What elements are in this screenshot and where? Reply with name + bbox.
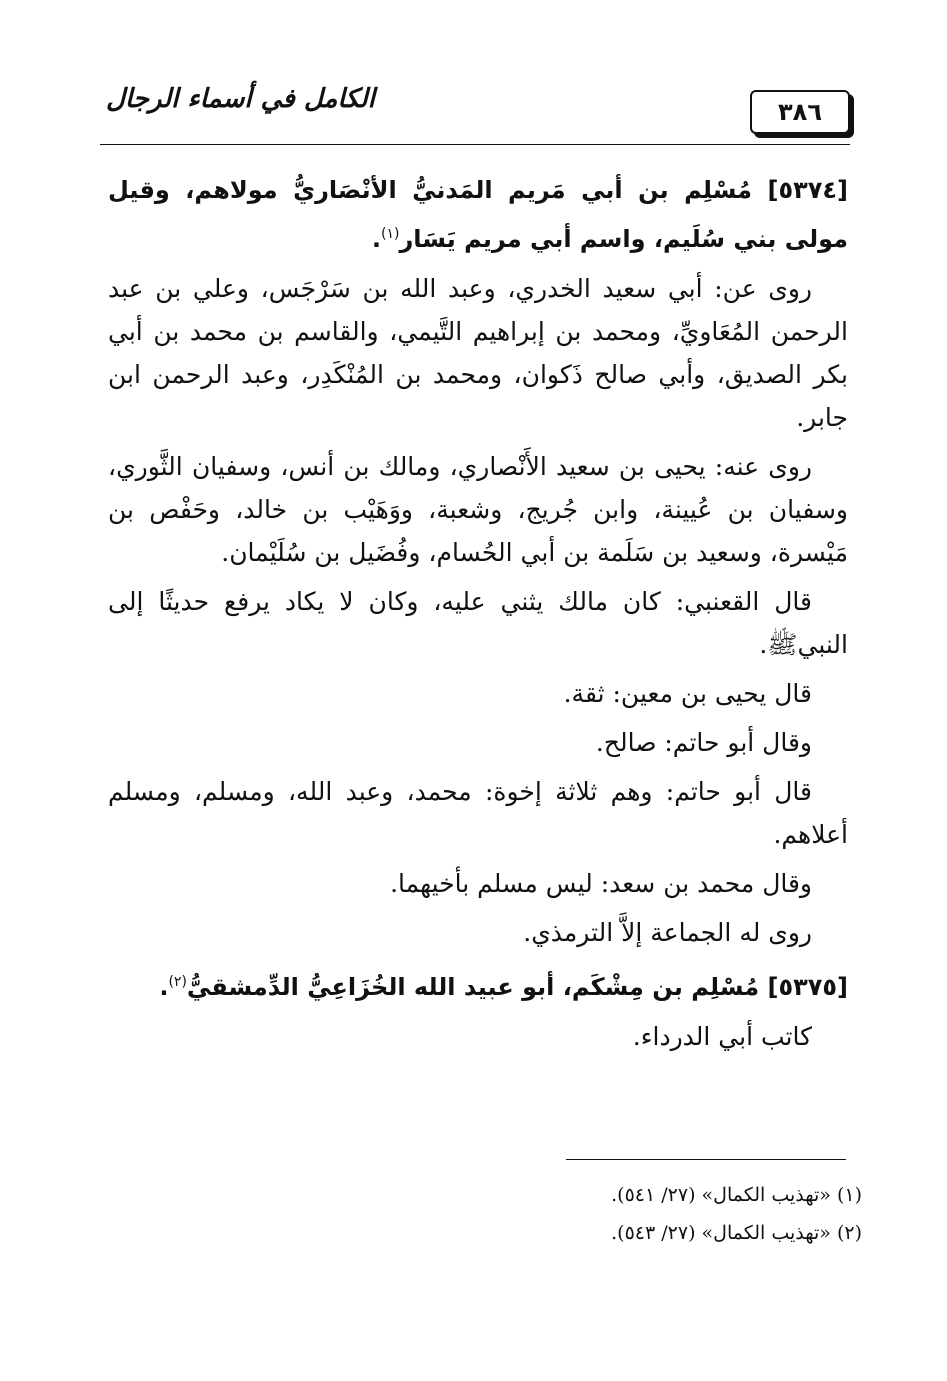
book-title: الكامل في أسماء الرجال	[106, 84, 375, 114]
footnote-ref: (١)	[380, 226, 400, 242]
entry-heading-line1: مُسْلِم بن أبي مَريم المَدنيُّ الأنْصَاريُّ مولاهم، وقيل مولى بني	[108, 176, 848, 253]
narrated-from: روى عن: أبي سعيد الخدري، وعبد الله بن سَرْجَس، وعلي بن عبد الرحمن المُعَاويِّ، ومحمد بن إبراهيم التَّيمي، والقاسم بن محمد بن أبي بكر الصديق، وأبي صالح ذَكوان، ومحمد بن المُنْكَدِر، وعبد الرحمن ابن جابر.	[108, 274, 848, 432]
header-divider	[100, 144, 850, 145]
ibn-maeen-statement: قال يحيى بن معين: ثقة.	[563, 679, 812, 708]
ibn-saad-statement: وقال محمد بن سعد: ليس مسلم بأخيهما.	[390, 869, 812, 898]
page-body	[108, 168, 848, 1064]
page-number: ٣٨٦	[750, 90, 850, 134]
abu-hatim-brothers: قال أبو حاتم: وهم ثلاثة إخوة: محمد، وعبد الله، ومسلم، ومسلم أعلاهم.	[108, 777, 848, 849]
page-header	[100, 84, 850, 150]
jamaa-statement: روى له الجماعة إلاَّ الترمذي.	[523, 918, 812, 947]
footnote-1: (١) «تهذيب الكمال» (٢٧/ ٥٤١).	[611, 1184, 862, 1206]
footnote-divider	[566, 1159, 846, 1160]
entry-number: [٥٣٧٤]	[767, 176, 848, 204]
katib-statement: كاتب أبي الدرداء.	[632, 1022, 812, 1051]
abu-hatim-statement: وقال أبو حاتم: صالح.	[595, 728, 812, 757]
footnote-2: (٢) «تهذيب الكمال» (٢٧/ ٥٤٣).	[611, 1222, 862, 1244]
entry-number: [٥٣٧٥]	[767, 973, 848, 1001]
entry-heading-text: مُسْلِم بن مِشْكَم، أبو عبيد الله الخُزَاعِيُّ الدِّمشقيُّ	[186, 973, 760, 1001]
qanabi-statement: قال القعنبي: كان مالك يثني عليه، وكان لا يكاد يرفع حديثًا إلى النبيﷺ.	[108, 587, 848, 659]
narrated-by: روى عنه: يحيى بن سعيد الأَنْصاري، ومالك بن أنس، وسفيان الثَّوري، وسفيان بن عُيينة، وابن جُريج، وشعبة، ووَهَيْب بن خالد، وحَفْص بن مَيْسرة، وسعيد بن سَلَمة بن أبي الحُسام، وفُضَيل بن سُلَيْمان.	[108, 452, 848, 567]
footnote-ref: (٢)	[168, 974, 187, 990]
entry-5375-heading: [٥٣٧٥] مُسْلِم بن مِشْكَم، أبو عبيد الله الخُزَاعِيُّ الدِّمشقيُّ$^{(٢)}$.	[159, 973, 848, 1001]
entry-heading-line2: سُلَيم، واسم أبي مريم يَسَار	[399, 225, 725, 253]
entry-5374-heading: [٥٣٧٤] مُسْلِم بن أبي مَريم المَدنيُّ الأنْصَاريُّ مولاهم، وقيل مولى بني سُلَيم، واسم أبي مريم يَسَار$^{(١)}$.	[108, 176, 848, 253]
footnotes	[400, 1176, 862, 1252]
